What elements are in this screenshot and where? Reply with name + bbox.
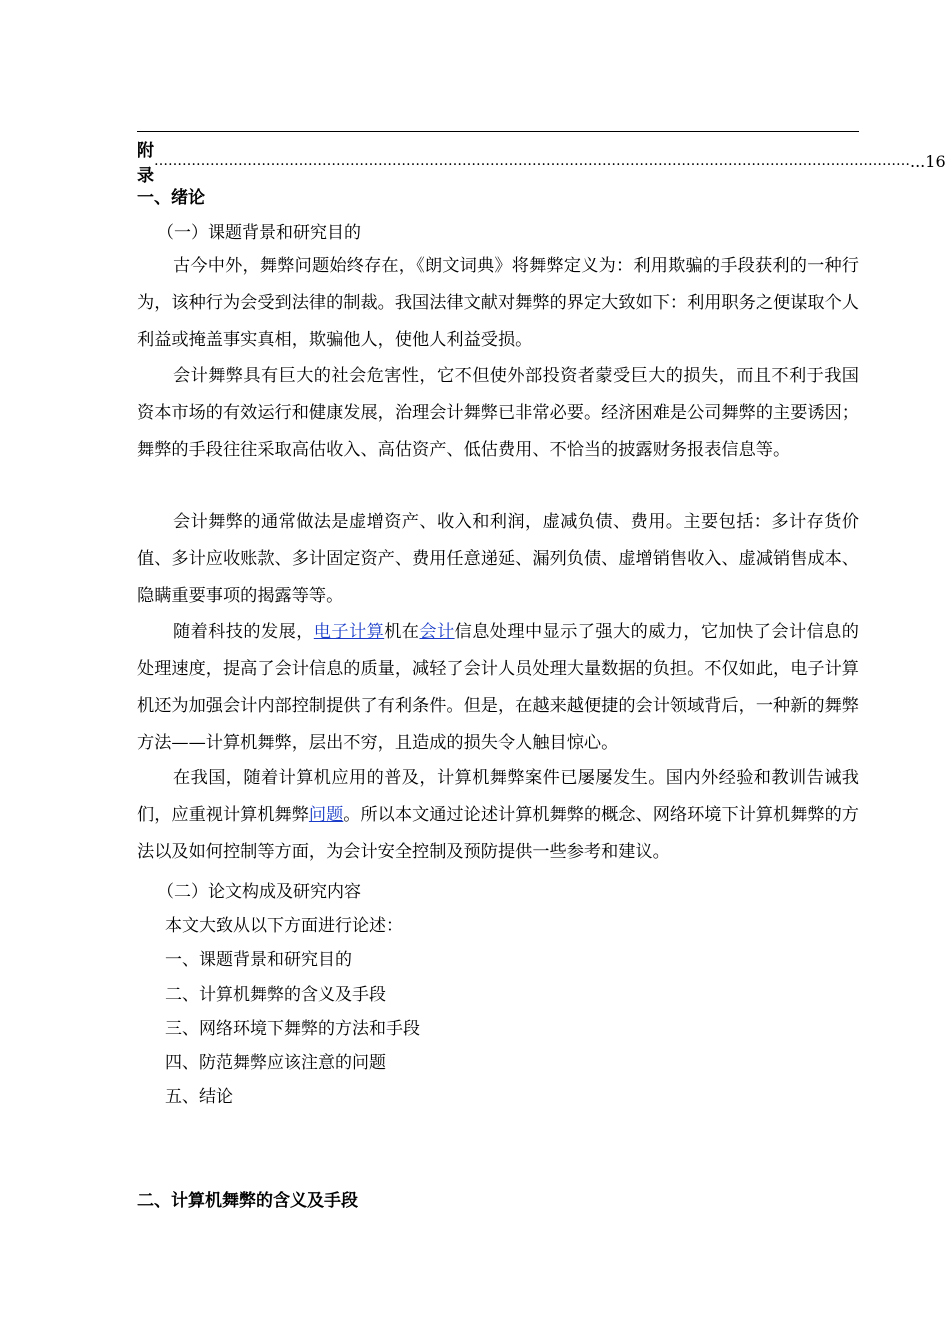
subsection-heading-structure: （二）论文构成及研究内容	[157, 882, 361, 902]
link-problem[interactable]: 问题	[308, 805, 344, 825]
header-rule	[137, 131, 859, 132]
paragraph-5	[137, 760, 859, 871]
section-heading-intro: 一、绪论	[137, 188, 205, 208]
paragraph-5-text-a: 在我国，随着计算机应用的普及，计算机舞弊案件已屡屡发生。国内外经验和教训告诫我们，应重视计算机舞弊	[137, 768, 859, 825]
toc-page-number: ...16	[910, 151, 946, 171]
outline-item: 五、结论	[165, 1087, 233, 1107]
toc-entry-appendix[interactable]	[137, 141, 946, 186]
paragraph-4	[137, 614, 859, 762]
outline-item: 一、课题背景和研究目的	[165, 950, 352, 970]
subsection-heading-background: （一）课题背景和研究目的	[157, 223, 361, 243]
paragraph-2: 会计舞弊具有巨大的社会危害性，它不但使外部投资者蒙受巨大的损失，而且不利于我国资本市场的有效运行和健康发展，治理会计舞弊已非常必要。经济困难是公司舞弊的主要诱因；舞弊的手段往往采取高估收入、高估资产、低估费用、不恰当的披露财务报表信息等。	[137, 366, 859, 460]
toc-leader-dots: ………………………………………………………………………………………………………………………………………………	[154, 153, 910, 169]
outline-item: 二、计算机舞弊的含义及手段	[165, 985, 386, 1005]
paragraph-4-text-a: 随着科技的发展，	[173, 622, 314, 642]
paragraph-1: 古今中外，舞弊问题始终存在，《朗文词典》将舞弊定义为：利用欺骗的手段获利的一种行为，该种行为会受到法律的制裁。我国法律文献对舞弊的界定大致如下：利用职务之便谋取个人利益或掩盖事实真相，欺骗他人，使他人利益受损。	[137, 256, 859, 350]
link-electronic-computer[interactable]: 电子计算	[313, 622, 385, 642]
paragraph-3: 会计舞弊的通常做法是虚增资产、收入和利润，虚减负债、费用。主要包括：多计存货价值、多计应收账款、多计固定资产、费用任意递延、漏列负债、虚增销售收入、虚减销售成本、隐瞒重要事项的揭露等等。	[137, 512, 859, 606]
toc-label: 附录	[137, 141, 154, 186]
paragraph-5-text-b: 。所以本文通过论述计算机舞弊的概念、网络环境下计算机舞弊的方法以及如何控制等方面，为会计安全控制及预防提供一些参考和建议。	[137, 805, 859, 862]
outline-intro: 本文大致从以下方面进行论述：	[165, 916, 403, 936]
outline-item: 三、网络环境下舞弊的方法和手段	[165, 1019, 420, 1039]
paragraph-4-text-b: 机在	[384, 622, 420, 642]
outline-item: 四、防范舞弊应该注意的问题	[165, 1053, 386, 1073]
paragraph-4-text-c: 信息处理中显示了强大的威力，它加快了会计信息的处理速度，提高了会计信息的质量，减轻了会计人员处理大量数据的负担。不仅如此，电子计算机还为加强会计内部控制提供了有利条件。但是，在越来越便捷的会计领域背后，一种新的舞弊方法——计算机舞弊，层出不穷，且造成的损失令人触目惊心。	[137, 622, 859, 753]
link-accounting[interactable]: 会计	[419, 622, 455, 642]
section-heading-computer-fraud: 二、计算机舞弊的含义及手段	[137, 1191, 358, 1211]
